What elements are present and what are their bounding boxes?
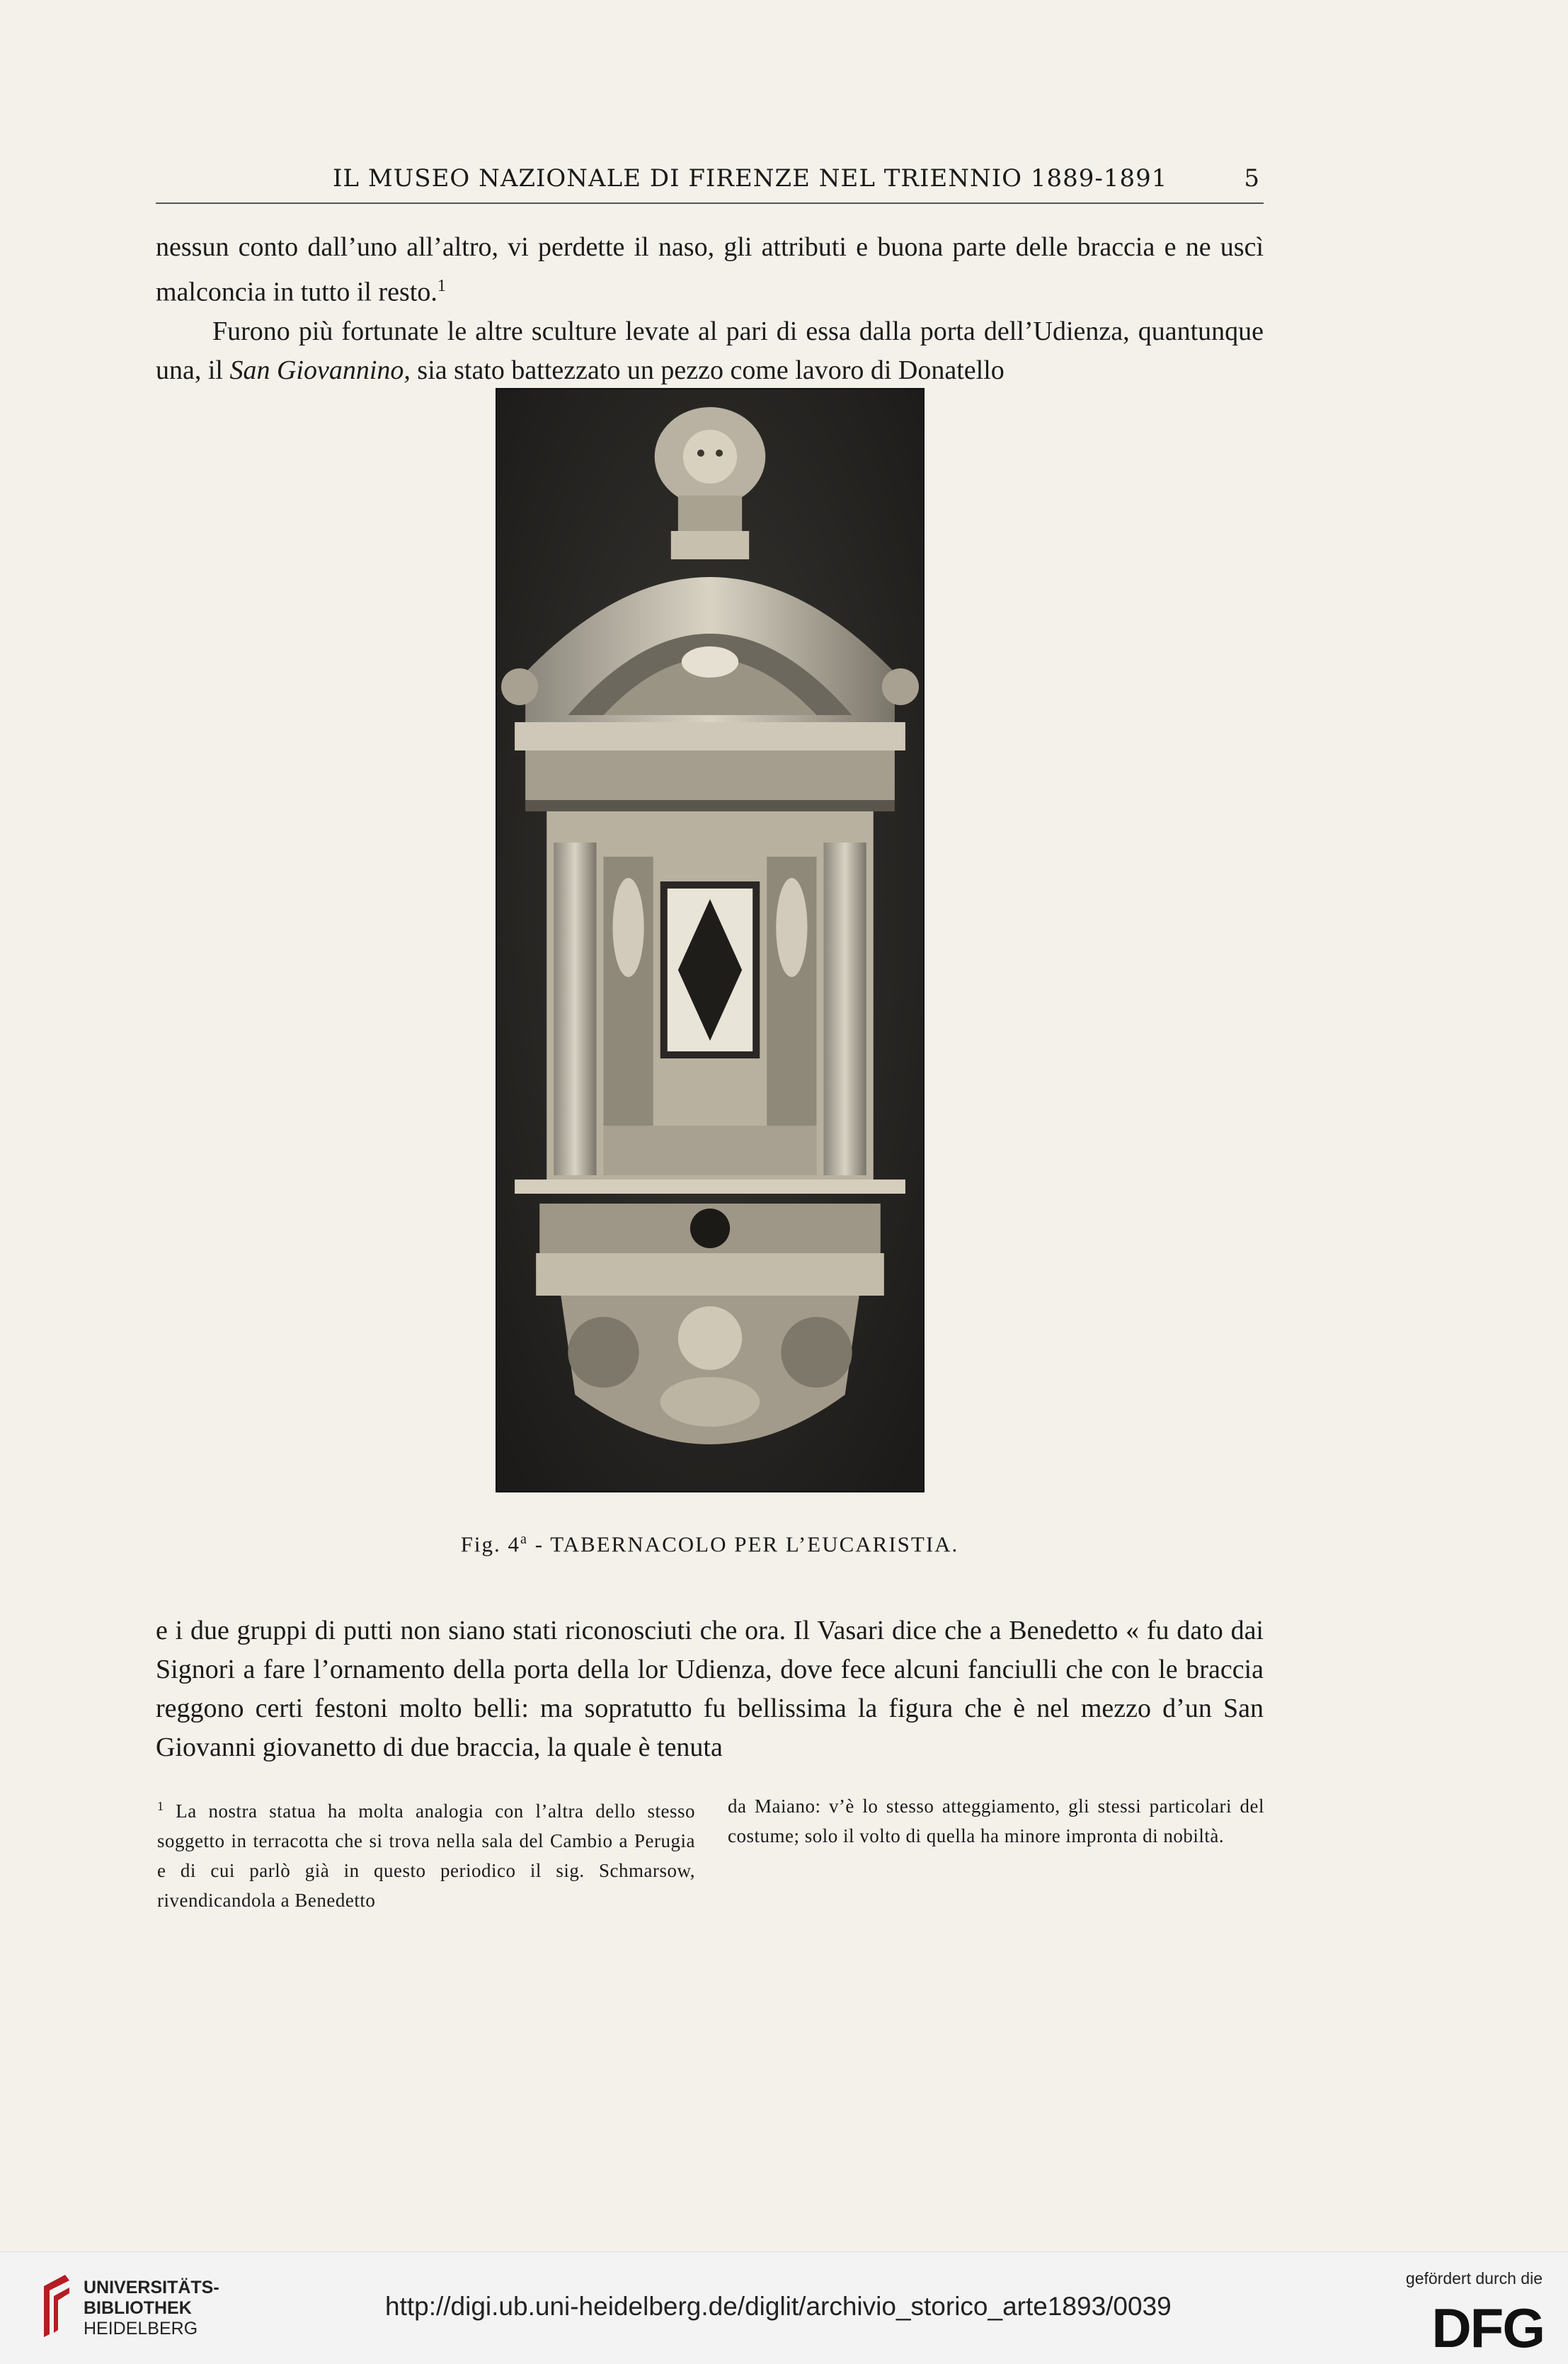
footnote-column-right [728,1791,1264,1851]
library-line2: BIBLIOTHEK [84,2298,192,2318]
tabernacle-illustration [497,389,923,1491]
paragraph-3: e i due gruppi di putti non siano stati riconosciuti che ora. Il Vasari dice che a Benedetto « fu dato dai Signori a fare l’ornamento della porta della lor Udienza, dove fece alcuni fanciulli che con le braccia reggono certi festoni molto belli: ma sopratutto fu bellissima la figura che è nel mezzo d’un San Giovanni giovanetto di due braccia, la quale è tenuta [156,1616,1264,1762]
footnote-1-continued: da Maiano: v’è lo stesso atteggiamento, gli stessi particolari del costume; solo il volto di quella ha minore impronta di nobiltà. [728,1795,1264,1846]
para2-italic: San Giovannino, [229,355,411,385]
caption-text: - TABERNACOLO PER L’EUCARISTIA. [527,1531,959,1557]
library-logo-icon[interactable] [37,2272,74,2340]
dfg-logo[interactable]: DFG [1431,2297,1544,2359]
para2-start: Furono più fortunate le altre sculture levate al pari di essa dalla porta dell’Udienza, quantunque una, il [156,316,1264,385]
caption-prefix: Fig. 4 [460,1531,521,1557]
footnote-column-left [157,1791,695,1915]
footnote-1 [157,1791,695,1915]
permalink-url[interactable]: http://digi.ub.uni-heidelberg.de/diglit/archivio_storico_arte1893/0039 [385,2292,1172,2321]
digitization-footer [0,2251,1568,2364]
funding-label: gefördert durch die [1405,2269,1543,2288]
figure-caption [156,1531,1264,1557]
body-text-bottom [156,1611,1264,1767]
footnote-left-text: La nostra statua ha molta analogia con l’altra dello stesso soggetto in terracotta che si trova nella sala del Cambio a Perugia e di cui parlò già in questo periodico il sig. Schmarsow, rivendicandola a Benedetto [157,1800,695,1911]
tabernacle-photograph [496,388,925,1492]
running-title: IL MUSEO NAZIONALE DI FIRENZE NEL TRIENNIO 1889-1891 [333,164,1168,193]
para1-line1: nessun conto dall’uno all’altro, vi perdette il naso, gli attributi e buona parte delle braccia [156,232,1155,262]
page-number: 5 [1244,164,1260,193]
footnote-marker: 1 [157,1799,164,1813]
running-head [156,164,1260,200]
caption-sup: a [520,1531,528,1547]
footnote-ref[interactable]: 1 [437,277,446,295]
paragraph-2 [156,312,1264,390]
paragraph-1 [156,228,1264,312]
library-name [84,2278,219,2339]
para2-end: sia stato battezzato un pezzo come lavoro di Donatello [410,355,1005,385]
library-line3: HEIDELBERG [84,2319,198,2339]
body-text-top [156,228,1264,390]
para1-line2: e ne uscì malconcia in tutto il resto. [156,232,1264,307]
header-rule [156,202,1264,204]
library-line1: UNIVERSITÄTS- [84,2278,219,2297]
